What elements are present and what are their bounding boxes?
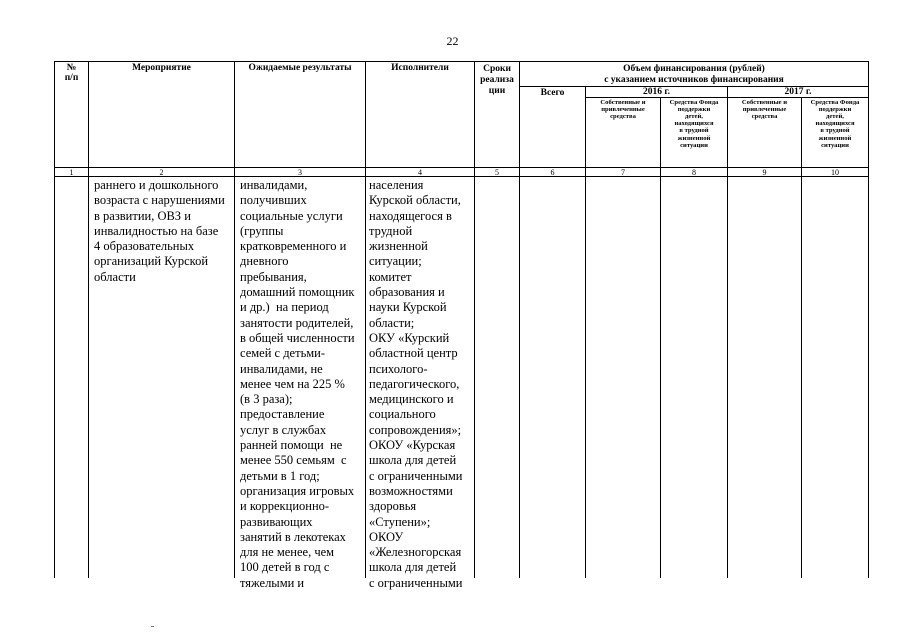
expected-results-cell: инвалидами, получивших социальные услуги (группы кратковременного и дневного пребывания, домашний помощник и др.) на период занятости родителей, в общей численности семей с детьми- инвалидами, не менее чем на 225 % (в 3 раза); предоставление услуг в службах ранней помощи не менее 550 семьям с детьми в 1 год; организация игровых и коррекционно- развивающих занятий в лекотеках для не менее, чем 100 детей в год с тяжелыми и	[240, 178, 355, 590]
header-expected-results: Ожидаемые результаты	[248, 63, 352, 73]
header-total: Всего	[540, 88, 565, 98]
header-fund-2016: Средства Фонда поддержки детей, находящихся в трудной жизненной ситуации	[669, 99, 719, 149]
header-own-funds-2017: Собственные и привлеченные средства	[741, 99, 788, 121]
header-deadlines: Сроки реализа ции	[480, 64, 514, 96]
column-number-1: 1	[69, 168, 74, 177]
column-number-6: 6	[550, 168, 555, 177]
column-number-4: 4	[418, 168, 422, 177]
header-financing: Объем финансирования (рублей) с указанием источников финансирования	[604, 64, 784, 85]
page-number: 22	[446, 34, 459, 48]
header-year-2016: 2016 г.	[643, 87, 670, 97]
executors-cell: населения Курской области, находящегося в трудной жизненной ситуации; комитет образования и науки Курской области; ОКУ «Курский областной центр психолого- педагогического, медицинского и социального сопровождения»; ОКОУ «Курская школа для детей с ограниченными возможностями здоровья «Ступени»; ОКОУ «Железногорская школа для детей с ограниченными	[369, 178, 463, 590]
column-number-7: 7	[621, 168, 625, 177]
header-executors: Исполнители	[391, 63, 449, 73]
column-number-10: 10	[831, 168, 839, 177]
column-number-2: 2	[159, 168, 164, 177]
header-year-2017: 2017 г.	[784, 87, 812, 97]
column-number-8: 8	[692, 168, 696, 177]
activity-cell: раннего и дошкольного возраста с нарушениями в развитии, ОВЗ и инвалидностью на базе 4 образовательных организаций Курской области	[94, 178, 225, 284]
column-number-9: 9	[762, 168, 767, 177]
header-activity: Мероприятие	[132, 63, 191, 73]
column-number-3: 3	[298, 168, 302, 177]
column-number-5: 5	[495, 168, 499, 177]
header-fund-2017: Средства Фонда поддержки детей, находящихся в трудной жизненной ситуации	[810, 99, 860, 149]
header-number: № п/п	[64, 63, 79, 83]
header-own-funds-2016: Собственные и привлеченные средства	[600, 99, 646, 121]
scan-artifact	[151, 626, 154, 627]
